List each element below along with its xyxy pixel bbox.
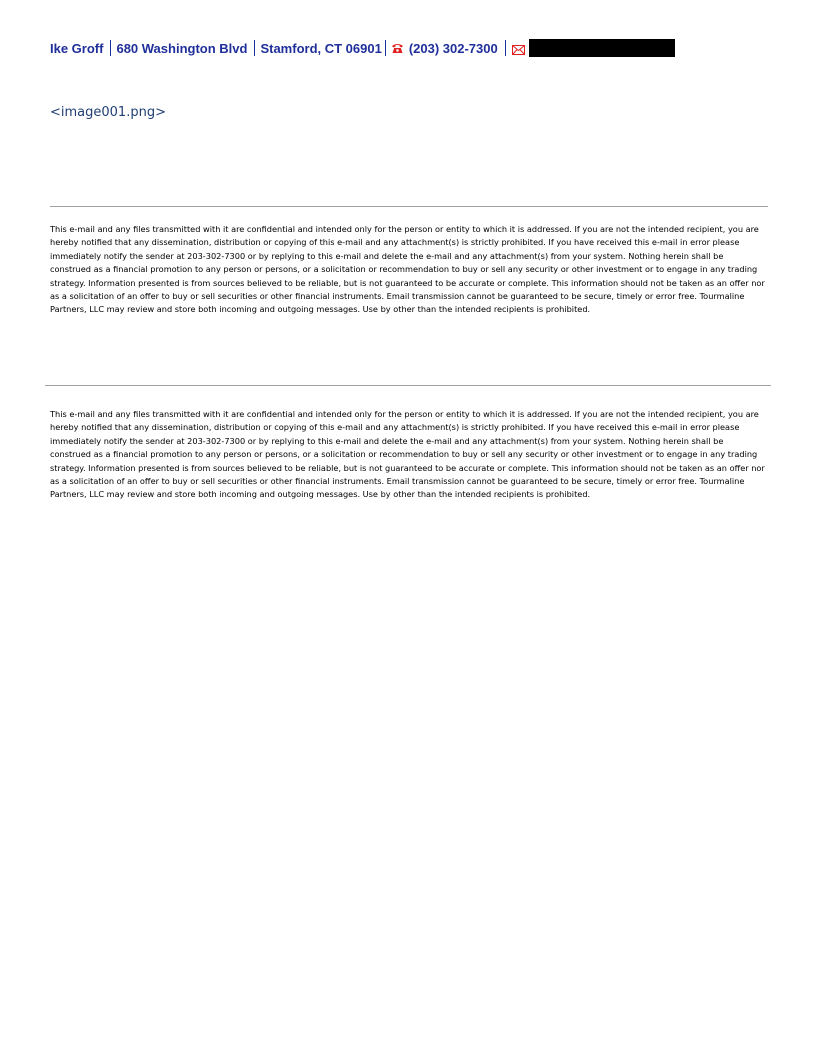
horizontal-divider bbox=[45, 385, 771, 386]
signature-separator bbox=[110, 40, 111, 56]
image-placeholder: <image001.png> bbox=[50, 105, 166, 120]
signature-phone: (203) 302-7300 bbox=[408, 40, 498, 56]
signature-separator bbox=[254, 40, 255, 56]
signature-address: 680 Washington Blvd bbox=[116, 40, 248, 56]
phone-icon bbox=[391, 42, 404, 54]
email-signature bbox=[50, 37, 675, 59]
confidentiality-disclaimer: This e-mail and any files transmitted with it are confidential and intended only for the person or entity to which it is addressed. If you are not the intended recipient, you are hereby notified that any dissemination, distribution or copying of this e-mail and any attachment(s) is strictly prohibited. If you have received this e-mail in error please immediately notify the sender at 203-302-7300 or by replying to this e-mail and delete the e-mail and any attachment(s) from your system. Nothing herein shall be construed as a financial promotion to any person or persons, or a solicitation or recommendation to buy or sell any security or other investment or to engage in any trading strategy. Information presented is from sources believed to be reliable, but is not guaranteed to be accurate or complete. This information should not be taken as an offer nor as a solicitation of an offer to buy or sell securities or other financial instruments. Email transmission cannot be guaranteed to be secure, timely or error free. Tourmaline Partners, LLC may review and store both incoming and outgoing messages. Use by other than the intended recipients is prohibited. bbox=[50, 409, 765, 500]
signature-city: Stamford, CT 06901 bbox=[260, 40, 382, 56]
signature-separator bbox=[385, 40, 386, 56]
horizontal-divider bbox=[50, 206, 768, 207]
confidentiality-disclaimer: This e-mail and any files transmitted with it are confidential and intended only for the person or entity to which it is addressed. If you are not the intended recipient, you are hereby notified that any dissemination, distribution or copying of this e-mail and any attachment(s) is strictly prohibited. If you have received this e-mail in error please immediately notify the sender at 203-302-7300 or by replying to this e-mail and delete the e-mail and any attachment(s) from your system. Nothing herein shall be construed as a financial promotion to any person or persons, or a solicitation or recommendation to buy or sell any security or other investment or to engage in any trading strategy. Information presented is from sources believed to be reliable, but is not guaranteed to be accurate or complete. This information should not be taken as an offer nor as a solicitation of an offer to buy or sell securities or other financial instruments. Email transmission cannot be guaranteed to be secure, timely or error free. Tourmaline Partners, LLC may review and store both incoming and outgoing messages. Use by other than the intended recipients is prohibited. bbox=[50, 224, 765, 315]
signature-separator bbox=[505, 40, 506, 56]
redacted-email-box bbox=[529, 39, 675, 57]
signature-name: Ike Groff bbox=[50, 40, 104, 56]
envelope-icon bbox=[512, 43, 525, 53]
